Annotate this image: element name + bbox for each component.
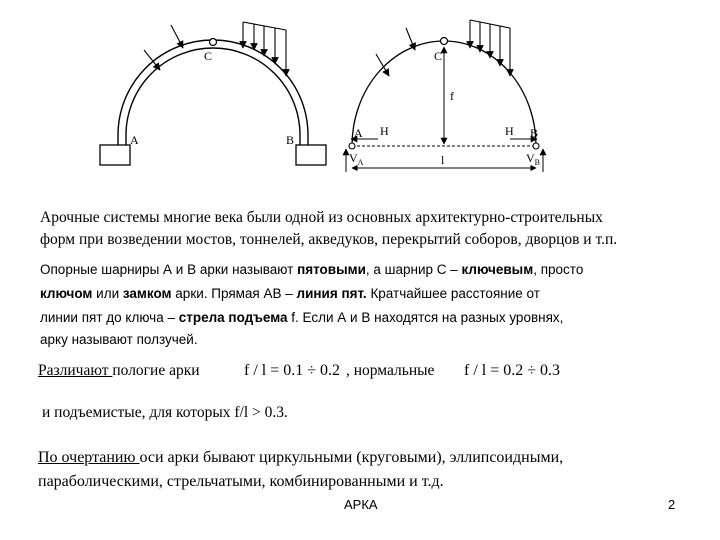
para5-line1: По очертанию оси арки бывают циркульными (круговыми), эллипсоидными, (38, 449, 564, 466)
page-number: 2 (668, 497, 676, 512)
right-label-c: C (434, 49, 443, 63)
right-label-f: f (450, 89, 454, 103)
left-label-c: C (204, 49, 213, 63)
left-label-a: A (130, 133, 139, 147)
left-arch-outer (118, 40, 308, 145)
left-loads (144, 22, 286, 76)
arch-diagrams (0, 0, 720, 190)
footer-title: АРКА (344, 497, 378, 512)
left-support-a (100, 145, 130, 165)
right-label-l: l (441, 153, 445, 167)
right-label-vb: $V_B$ (526, 151, 541, 167)
formula-normal-arch: f / l = 0.2 ÷ 0.3 (464, 362, 561, 379)
para1-line2: форм при возведении мостов, тоннелей, акведуков, перекрытий соборов, дворцов и т.п. (40, 231, 618, 248)
para2-line4: арку называют ползучей. (40, 332, 198, 347)
para2-line1: Опорные шарниры А и В арки называют пятовыми, а шарнир С – ключевым, просто (40, 262, 584, 277)
para3: Различают пологие арки (38, 362, 200, 379)
left-arch (118, 40, 308, 145)
formula-flat-arch: f / l = 0.1 ÷ 0.2 (244, 362, 341, 379)
right-label-b: B (530, 126, 539, 140)
load-arrow (406, 28, 415, 50)
left-key-hinge (210, 39, 217, 46)
right-label-va: $V_A$ (349, 151, 364, 167)
right-hinge-b (533, 143, 539, 149)
para2-line3: линии пят до ключа – стрела подъема f. Если А и В находятся на разных уровнях, (40, 310, 564, 325)
load-arrow (171, 25, 183, 48)
para2-line2: ключом или замком арки. Прямая АВ – линия пят. Кратчайшее расстояние от (40, 286, 540, 301)
left-label-b: B (286, 133, 295, 147)
para5-line2: параболическими, стрельчатыми, комбинированными и т.д. (38, 473, 444, 490)
right-label-h-left: H (380, 124, 389, 138)
left-support-b (296, 145, 326, 165)
right-arch (346, 41, 543, 172)
para4: и подъемистые, для которых f/l > 0.3. (42, 404, 288, 421)
right-label-h-right: H (505, 124, 514, 138)
right-loads (376, 20, 510, 76)
right-hinge-a (349, 143, 355, 149)
para1-line1: Арочные системы многие века были одной из основных архитектурно-строительных (40, 209, 603, 226)
right-key-hinge (441, 38, 448, 45)
para3-normal: , нормальные (346, 362, 435, 379)
right-label-a: A (354, 126, 363, 140)
